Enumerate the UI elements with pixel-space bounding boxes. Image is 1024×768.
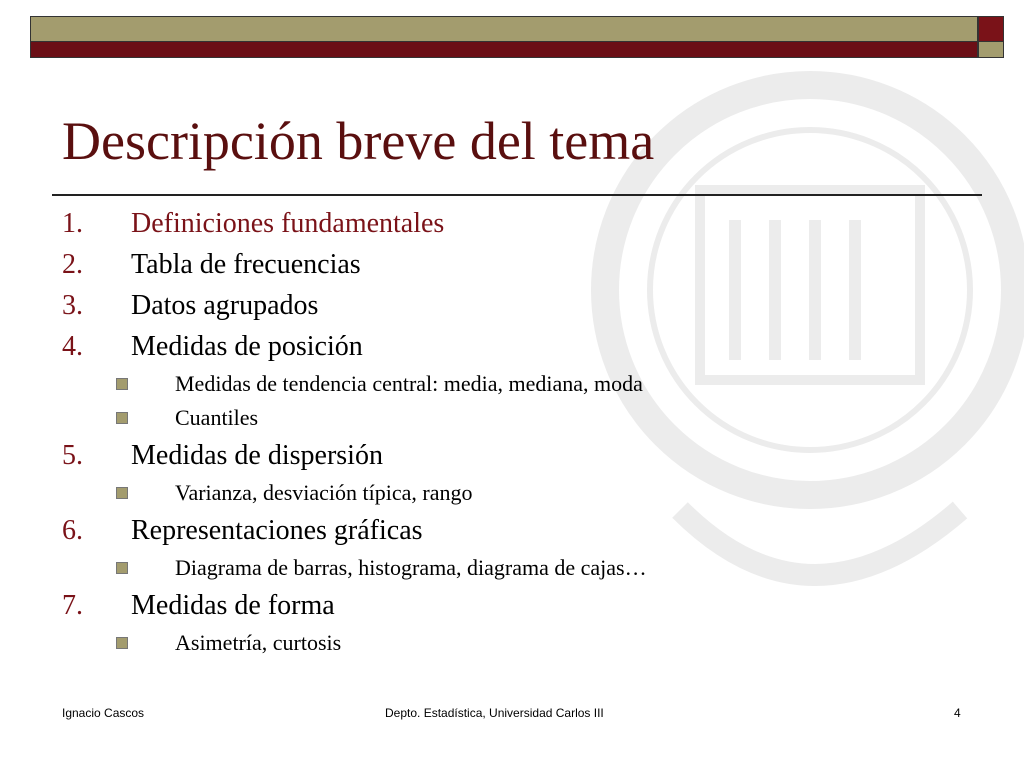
header-square-olive xyxy=(978,42,1004,58)
outline-item-label: Medidas de dispersión xyxy=(131,440,383,471)
square-bullet-icon xyxy=(116,487,128,499)
outline-item-number: 7. xyxy=(62,590,83,621)
outline-subitem-label: Diagrama de barras, histograma, diagrama de cajas… xyxy=(175,555,647,580)
outline-subitem xyxy=(0,476,1024,510)
outline-item-number: 5. xyxy=(62,440,83,471)
outline-item-label: Definiciones fundamentales xyxy=(131,208,445,239)
footer-author: Ignacio Cascos xyxy=(62,706,145,720)
outline-item xyxy=(0,435,1024,476)
topic-outline xyxy=(0,203,1024,660)
outline-subitem-label: Cuantiles xyxy=(175,405,259,430)
outline-item-number: 3. xyxy=(62,290,83,321)
outline-subitem xyxy=(0,367,1024,401)
header-bar-maroon xyxy=(30,42,978,58)
outline-item xyxy=(0,285,1024,326)
outline-item-number: 1. xyxy=(62,208,83,239)
outline-item xyxy=(0,585,1024,626)
outline-subitem-label: Varianza, desviación típica, rango xyxy=(175,480,473,505)
header-square-maroon xyxy=(978,16,1004,42)
outline-item xyxy=(0,244,1024,285)
outline-subitem-label: Asimetría, curtosis xyxy=(175,630,342,655)
outline-item-label: Tabla de frecuencias xyxy=(131,249,361,280)
footer-page-number: 4 xyxy=(954,706,961,720)
outline-item-number: 4. xyxy=(62,331,83,362)
header-bar-olive xyxy=(30,16,978,42)
outline-item-number: 6. xyxy=(62,515,83,546)
square-bullet-icon xyxy=(116,378,128,390)
outline-subitem xyxy=(0,551,1024,585)
outline-subitem xyxy=(0,401,1024,435)
title-divider xyxy=(52,194,982,196)
outline-item-label: Medidas de forma xyxy=(131,590,335,621)
footer-department: Depto. Estadística, Universidad Carlos III xyxy=(385,706,604,720)
outline-item-number: 2. xyxy=(62,249,83,280)
outline-item xyxy=(0,203,1024,244)
square-bullet-icon xyxy=(116,412,128,424)
outline-item-label: Datos agrupados xyxy=(131,290,319,321)
square-bullet-icon xyxy=(116,562,128,574)
square-bullet-icon xyxy=(116,637,128,649)
outline-item xyxy=(0,326,1024,367)
outline-item-label: Representaciones gráficas xyxy=(131,515,423,546)
outline-item-label: Medidas de posición xyxy=(131,331,363,362)
outline-subitem xyxy=(0,626,1024,660)
slide-title: Descripción breve del tema xyxy=(62,111,655,171)
outline-subitem-label: Medidas de tendencia central: media, mediana, moda xyxy=(175,371,643,396)
outline-item xyxy=(0,510,1024,551)
